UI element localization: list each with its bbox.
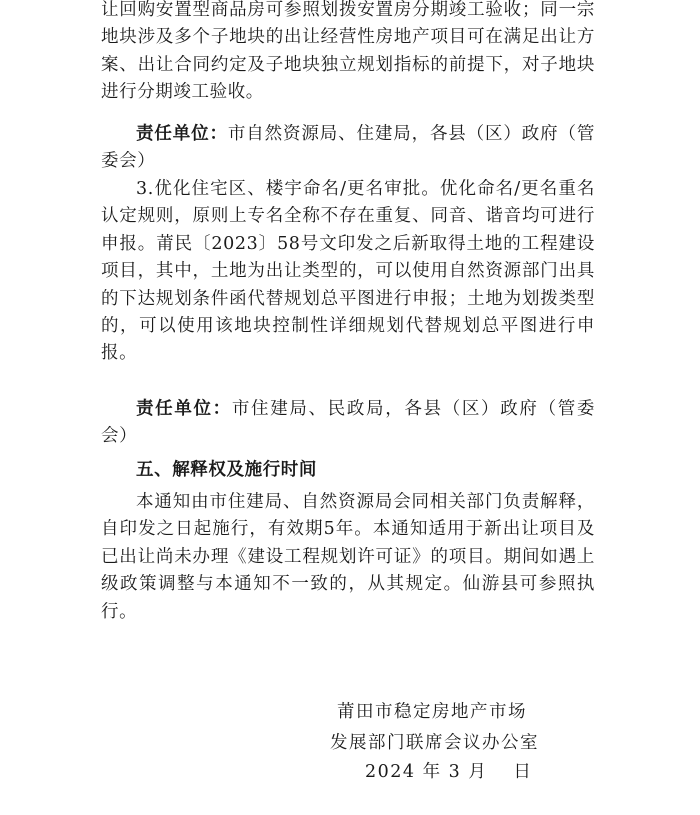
responsibility-units-1 xyxy=(101,121,595,176)
responsibility-label: 责任单位： xyxy=(136,124,228,144)
signature-date: 2024 年 3 月 日 xyxy=(365,762,533,782)
paragraph-phased-acceptance: 让回购安置型商品房可参照划拨安置房分期竣工验收；同一宗地块涉及多个子地块的出让经营性房地产项目可在满足出让方案、出让合同约定及子地块独立规划指标的前提下，对子地块进行分期竣工验收。 xyxy=(101,0,595,103)
responsibility-text: 市自然资源局、住建局，各县（区）政府（管委会） xyxy=(101,124,596,172)
signature-issuer-line-1: 莆田市稳定房地产市场 xyxy=(337,702,527,722)
responsibility-units-2 xyxy=(101,396,595,451)
responsibility-label: 责任单位： xyxy=(136,399,232,419)
paragraph-naming-approval: 3.优化住宅区、楼宇命名/更名审批。优化命名/更名重名认定规则，原则上专名全称不存在重复、同音、谐音均可进行申报。莆民〔2023〕58号文印发之后新取得土地的工程建设项目，其中，土地为出让类型的，可以使用自然资源部门出具的下达规划条件函代替规划总平图进行申报；土地为划拨类型的，可以使用该地块控制性详细规划代替规划总平图进行申报。 xyxy=(101,179,595,364)
signature-issuer-line-2: 发展部门联席会议办公室 xyxy=(330,733,539,753)
paragraph-interpretation: 本通知由市住建局、自然资源局会同相关部门负责解释，自印发之日起施行，有效期5年。本通知适用于新出让项目及已出让尚未办理《建设工程规划许可证》的项目。期间如遇上级政策调整与本通知不一致的，从其规定。仙游县可参照执行。 xyxy=(101,492,595,622)
responsibility-text: 市住建局、民政局，各县（区）政府（管委会） xyxy=(101,399,596,447)
section-heading: 五、解释权及施行时间 xyxy=(136,460,317,480)
